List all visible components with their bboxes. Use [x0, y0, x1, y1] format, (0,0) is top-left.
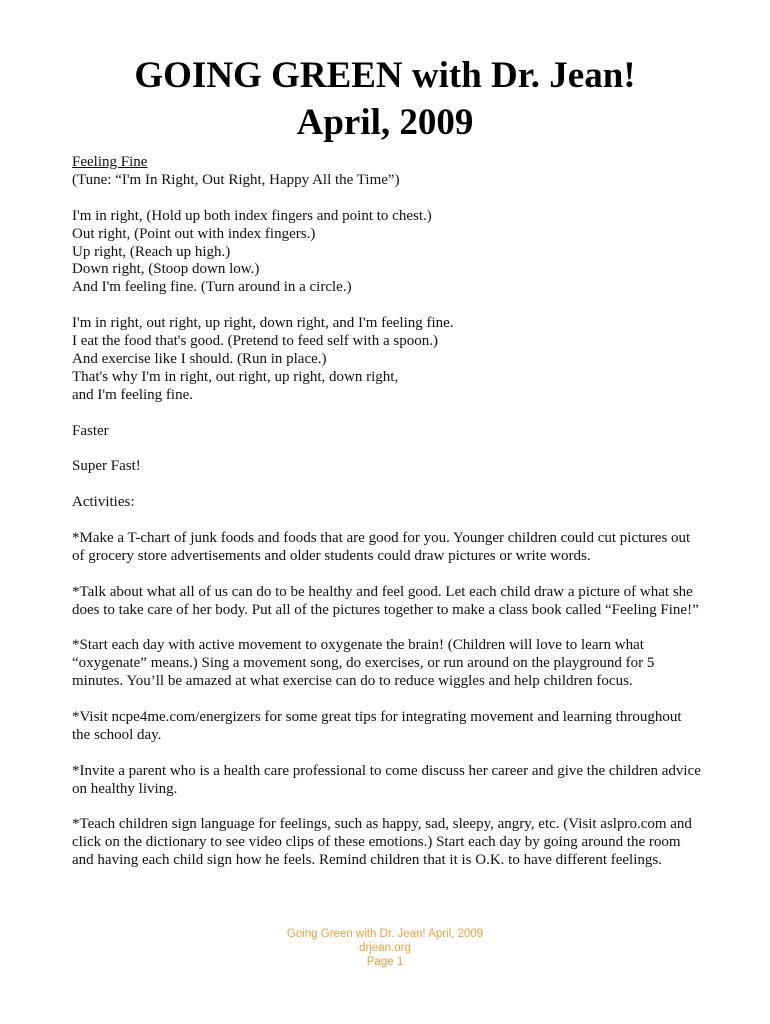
- verse-line: and I'm feeling fine.: [72, 386, 193, 403]
- activities-heading: Activities:: [72, 494, 135, 511]
- verse-line: And I'm feeling fine. (Turn around in a circle.): [72, 279, 352, 296]
- verse-line: That's why I'm in right, out right, up right, down right,: [72, 368, 399, 385]
- activity-item: *Teach children sign language for feelings, such as happy, sad, sleepy, angry, etc. (Visit aslpro.com and click on the dictionary to see video clips of these emotions.) Start each day by going around the room and having each child sign how he feels. Remind children that it is O.K. to have different feelings.: [72, 816, 692, 869]
- page-title: GOING GREEN with Dr. Jean!: [134, 55, 636, 96]
- activity-item: *Visit ncpe4me.com/energizers for some great tips for integrating movement and learning throughout the school day.: [72, 708, 682, 743]
- song-title: Feeling Fine: [72, 154, 148, 170]
- tempo-super-fast: Super Fast!: [72, 458, 141, 475]
- song-tune: (Tune: “I'm In Right, Out Right, Happy All the Time”): [72, 171, 400, 188]
- verse-line: I eat the food that's good. (Pretend to feed self with a spoon.): [72, 333, 438, 350]
- verse-line: And exercise like I should. (Run in place.): [72, 350, 327, 367]
- verse-line: Up right, (Reach up high.): [72, 243, 231, 260]
- verse-line: I'm in right, (Hold up both index fingers and point to chest.): [72, 207, 432, 224]
- verse-line: Out right, (Point out with index fingers.): [72, 225, 316, 242]
- verse-line: Down right, (Stoop down low.): [72, 261, 260, 278]
- song-header: [72, 154, 702, 190]
- page-date: April, 2009: [296, 102, 474, 143]
- footer-website: drjean.org: [359, 942, 411, 954]
- tempo-faster: Faster: [72, 422, 109, 439]
- activity-item: *Start each day with active movement to oxygenate the brain! (Children will love to learn what “oxygenate” means.) Sing a movement song, do exercises, or run around on the playground for 5 minutes. You’ll be amazed at what exercise can do to reduce wiggles and help children focus.: [72, 637, 655, 690]
- footer-page-number: Page 1: [366, 956, 404, 968]
- activity-item: *Invite a parent who is a health care professional to come discuss her career and give the children advice on healthy living.: [72, 762, 701, 797]
- footer-title: Going Green with Dr. Jean! April, 2009: [286, 928, 484, 940]
- document-body: [72, 154, 702, 888]
- verse-1: [72, 208, 702, 298]
- verse-line: I'm in right, out right, up right, down right, and I'm feeling fine.: [72, 315, 454, 332]
- page-footer: [0, 927, 770, 969]
- activity-item: *Talk about what all of us can do to be healthy and feel good. Let each child draw a picture of what she does to take care of her body. Put all of the pictures together to make a class book called “Feeling Fine!”: [72, 583, 699, 618]
- verse-2: [72, 315, 702, 405]
- activity-item: *Make a T-chart of junk foods and foods that are good for you. Younger children could cut pictures out of grocery store advertisements and older students could draw pictures or write words.: [72, 529, 691, 564]
